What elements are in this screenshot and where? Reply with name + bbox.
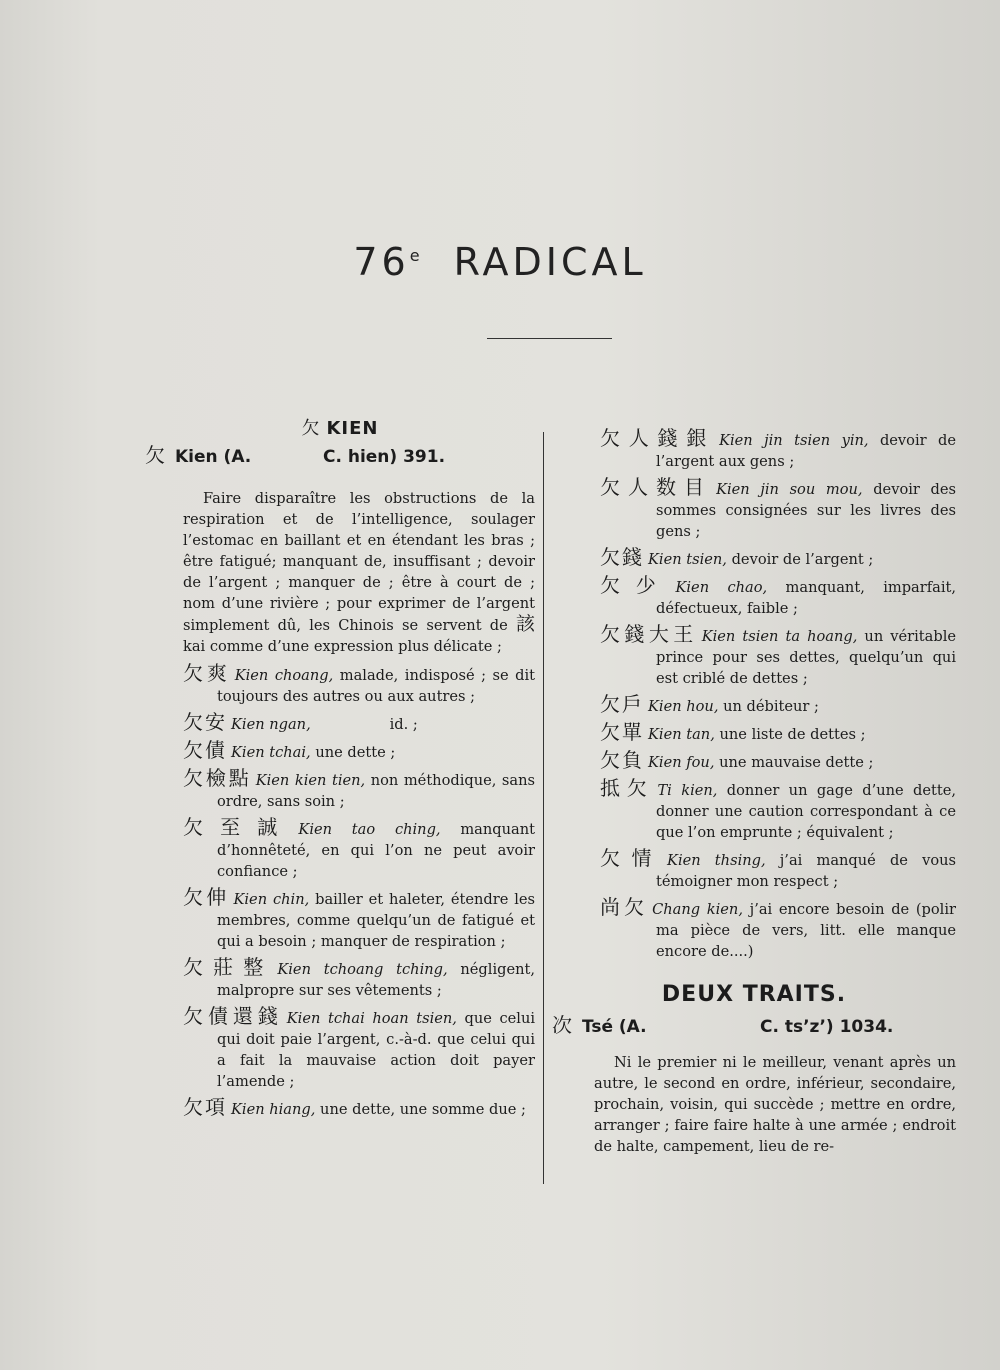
compound-entry [183, 957, 535, 1001]
compound-entry [183, 817, 535, 882]
compound-romanization: Kien tchoang tching, [277, 961, 448, 978]
compound-meaning: donner un gage d’une dette, donner une caution correspondant à ce que l’on emprunte ; équivalent ; [656, 782, 956, 841]
compound-chars: 欠檢點 [183, 766, 252, 790]
compound-meaning: devoir de l’argent aux gens ; [656, 432, 957, 470]
section-heading-kien [145, 418, 535, 439]
compound-chars: 欠爽 [183, 661, 231, 685]
compound-chars: 欠伸 [183, 885, 230, 909]
right-column [552, 428, 956, 1163]
compound-chars: 欠債 [183, 738, 227, 762]
compound-romanization: Kien fou, [648, 754, 715, 771]
compound-romanization: Kien tan, [648, 726, 715, 743]
compound-entry [183, 768, 535, 812]
compound-entry [183, 712, 535, 735]
compound-chars: 欠戶 [600, 692, 644, 716]
page-title [0, 240, 1000, 284]
entry-char: 次 [552, 1013, 572, 1037]
compound-romanization: Kien tao ching, [298, 821, 441, 838]
compound-chars: 欠莊整 [183, 955, 274, 979]
compound-chars: 欠安 [183, 710, 227, 734]
compound-meaning: que celui qui doit paie l’argent, c.-à-d. que celui qui a fait la mauvaise action doit payer l’amende ; [217, 1010, 536, 1090]
entry-head-kien [145, 445, 535, 468]
compound-entry [600, 848, 956, 892]
compound-chars: 欠債還錢 [183, 1004, 283, 1028]
radical-sup: e [409, 246, 420, 265]
compound-meaning: j’ai manqué de vous témoigner mon respect ; [656, 852, 957, 890]
compound-entry [600, 575, 956, 619]
radical-number: 76 [353, 240, 410, 284]
compound-entry [600, 477, 956, 542]
compound-meaning: une liste de dettes ; [714, 726, 866, 743]
compound-meaning: devoir de l’argent ; [726, 551, 874, 568]
compound-romanization: Kien tsien ta hoang, [701, 628, 858, 645]
compound-meaning: une mauvaise dette ; [714, 754, 874, 771]
compound-entry [183, 1006, 535, 1092]
entry-char: 欠 [145, 443, 165, 467]
compound-romanization: Kien thsing, [667, 852, 766, 869]
entry-reference: C. ts’z’) 1034. [760, 1017, 894, 1037]
compound-romanization: Kien ngan, [231, 716, 311, 733]
compound-romanization: Kien jin sou mou, [716, 481, 863, 498]
compound-entry [600, 722, 956, 745]
definition-text-end: kai comme d’une expression plus délicate ; [183, 638, 502, 655]
column-divider [543, 432, 544, 1184]
definition-char: 該 [516, 613, 536, 635]
compound-entry [600, 428, 956, 472]
compound-meaning: bailler et haleter, étendre les membres, comme quelqu’un de fatigué et qui a besoin ; manquer de respiration ; [217, 891, 535, 950]
definition-paragraph: Ni le premier ni le meilleur, venant après un autre, le second en ordre, inférieur, secondaire, prochain, voisin, qui succède ; mettre en ordre, arranger ; faire faire halte à une armée ; endroit de halte, campement, lieu de re- [594, 1054, 956, 1155]
compound-entry [600, 624, 956, 689]
compound-meaning: devoir des sommes consignées sur les livres des gens ; [656, 481, 956, 540]
compound-entry [183, 887, 535, 952]
compound-chars: 欠項 [183, 1095, 227, 1119]
compound-romanization: Kien hiang, [231, 1101, 316, 1118]
compound-meaning: manquant d’honnêteté, en qui l’on ne peut avoir confiance ; [217, 821, 535, 880]
compound-romanization: Kien hou, [648, 698, 719, 715]
compound-chars: 欠人錢銀 [600, 426, 716, 450]
compound-meaning: malade, indisposé ; se dit toujours des autres ou aux autres ; [217, 667, 535, 705]
compound-chars: 欠少 [600, 573, 672, 597]
entry-head-tse [552, 1015, 956, 1038]
entry-romanization: Kien (A. [175, 447, 252, 467]
left-column [145, 418, 535, 1125]
compound-meaning: manquant, imparfait, défectueux, faible ; [656, 579, 957, 617]
title-rule [487, 338, 612, 339]
compound-meaning: un débiteur ; [718, 698, 819, 715]
compound-meaning: un véritable prince pour ses dettes, quelqu’un qui est criblé de dettes ; [656, 628, 957, 687]
compound-entry [183, 1097, 535, 1120]
compound-meaning: id. ; [310, 716, 418, 733]
compound-chars: 欠錢 [600, 545, 644, 569]
compound-chars: 欠錢大王 [600, 622, 698, 646]
compound-meaning: non méthodique, sans ordre, sans soin ; [217, 772, 536, 810]
compound-chars: 抵欠 [600, 776, 654, 800]
compound-meaning: une dette, une somme due ; [315, 1101, 526, 1118]
compound-chars: 欠單 [600, 720, 644, 744]
entry-romanization: Tsé (A. [582, 1017, 647, 1037]
compound-romanization: Ti kien, [657, 782, 718, 799]
compound-chars: 欠至誠 [183, 815, 295, 839]
radical-word: RADICAL [453, 240, 647, 284]
compound-romanization: Kien chao, [675, 579, 768, 596]
compound-chars: 欠負 [600, 748, 644, 772]
section-heading-deux-traits: DEUX TRAITS. [661, 982, 847, 1007]
compound-entry [183, 740, 535, 763]
compound-romanization: Chang kien, [652, 901, 743, 918]
compound-entry [183, 663, 535, 707]
compound-romanization: Kien tchai hoan tsien, [286, 1010, 457, 1027]
compound-entry [600, 897, 956, 962]
section-char: 欠 [301, 418, 321, 439]
compound-romanization: Kien chin, [233, 891, 310, 908]
compound-chars: 欠情 [600, 846, 664, 870]
compound-meaning: une dette ; [310, 744, 396, 761]
compound-entry [600, 547, 956, 570]
compound-romanization: Kien kien tien, [255, 772, 366, 789]
compound-romanization: Kien jin tsien yin, [719, 432, 869, 449]
compound-meaning: négligent, malpropre sur ses vêtements ; [217, 961, 535, 999]
compound-romanization: Kien tsien, [648, 551, 727, 568]
compound-entry [600, 778, 956, 843]
compound-meaning: j’ai encore besoin de (polir ma pièce de vers, litt. elle manque encore de....) [656, 901, 956, 960]
definition-paragraph [183, 488, 535, 657]
compound-romanization: Kien choang, [234, 667, 334, 684]
compound-romanization: Kien tchai, [231, 744, 311, 761]
definition-text: Faire disparaître les obstructions de la respiration et de l’intelligence, soulager l’estomac en baillant et en étendant les bras ; être fatigué; manquant de, insuffisant ; devoir de l’argent ; manquer de ; être à court de ; nom d’une rivière ; pour exprimer de l’argent simplement dû, les Chinois se servent de [183, 490, 535, 634]
compound-chars: 欠人数目 [600, 475, 713, 499]
compound-entry [600, 694, 956, 717]
compound-entry [600, 750, 956, 773]
entry-reference: C. hien) 391. [323, 447, 446, 467]
section-label: KIEN [326, 418, 379, 439]
compound-chars: 尚欠 [600, 895, 649, 919]
